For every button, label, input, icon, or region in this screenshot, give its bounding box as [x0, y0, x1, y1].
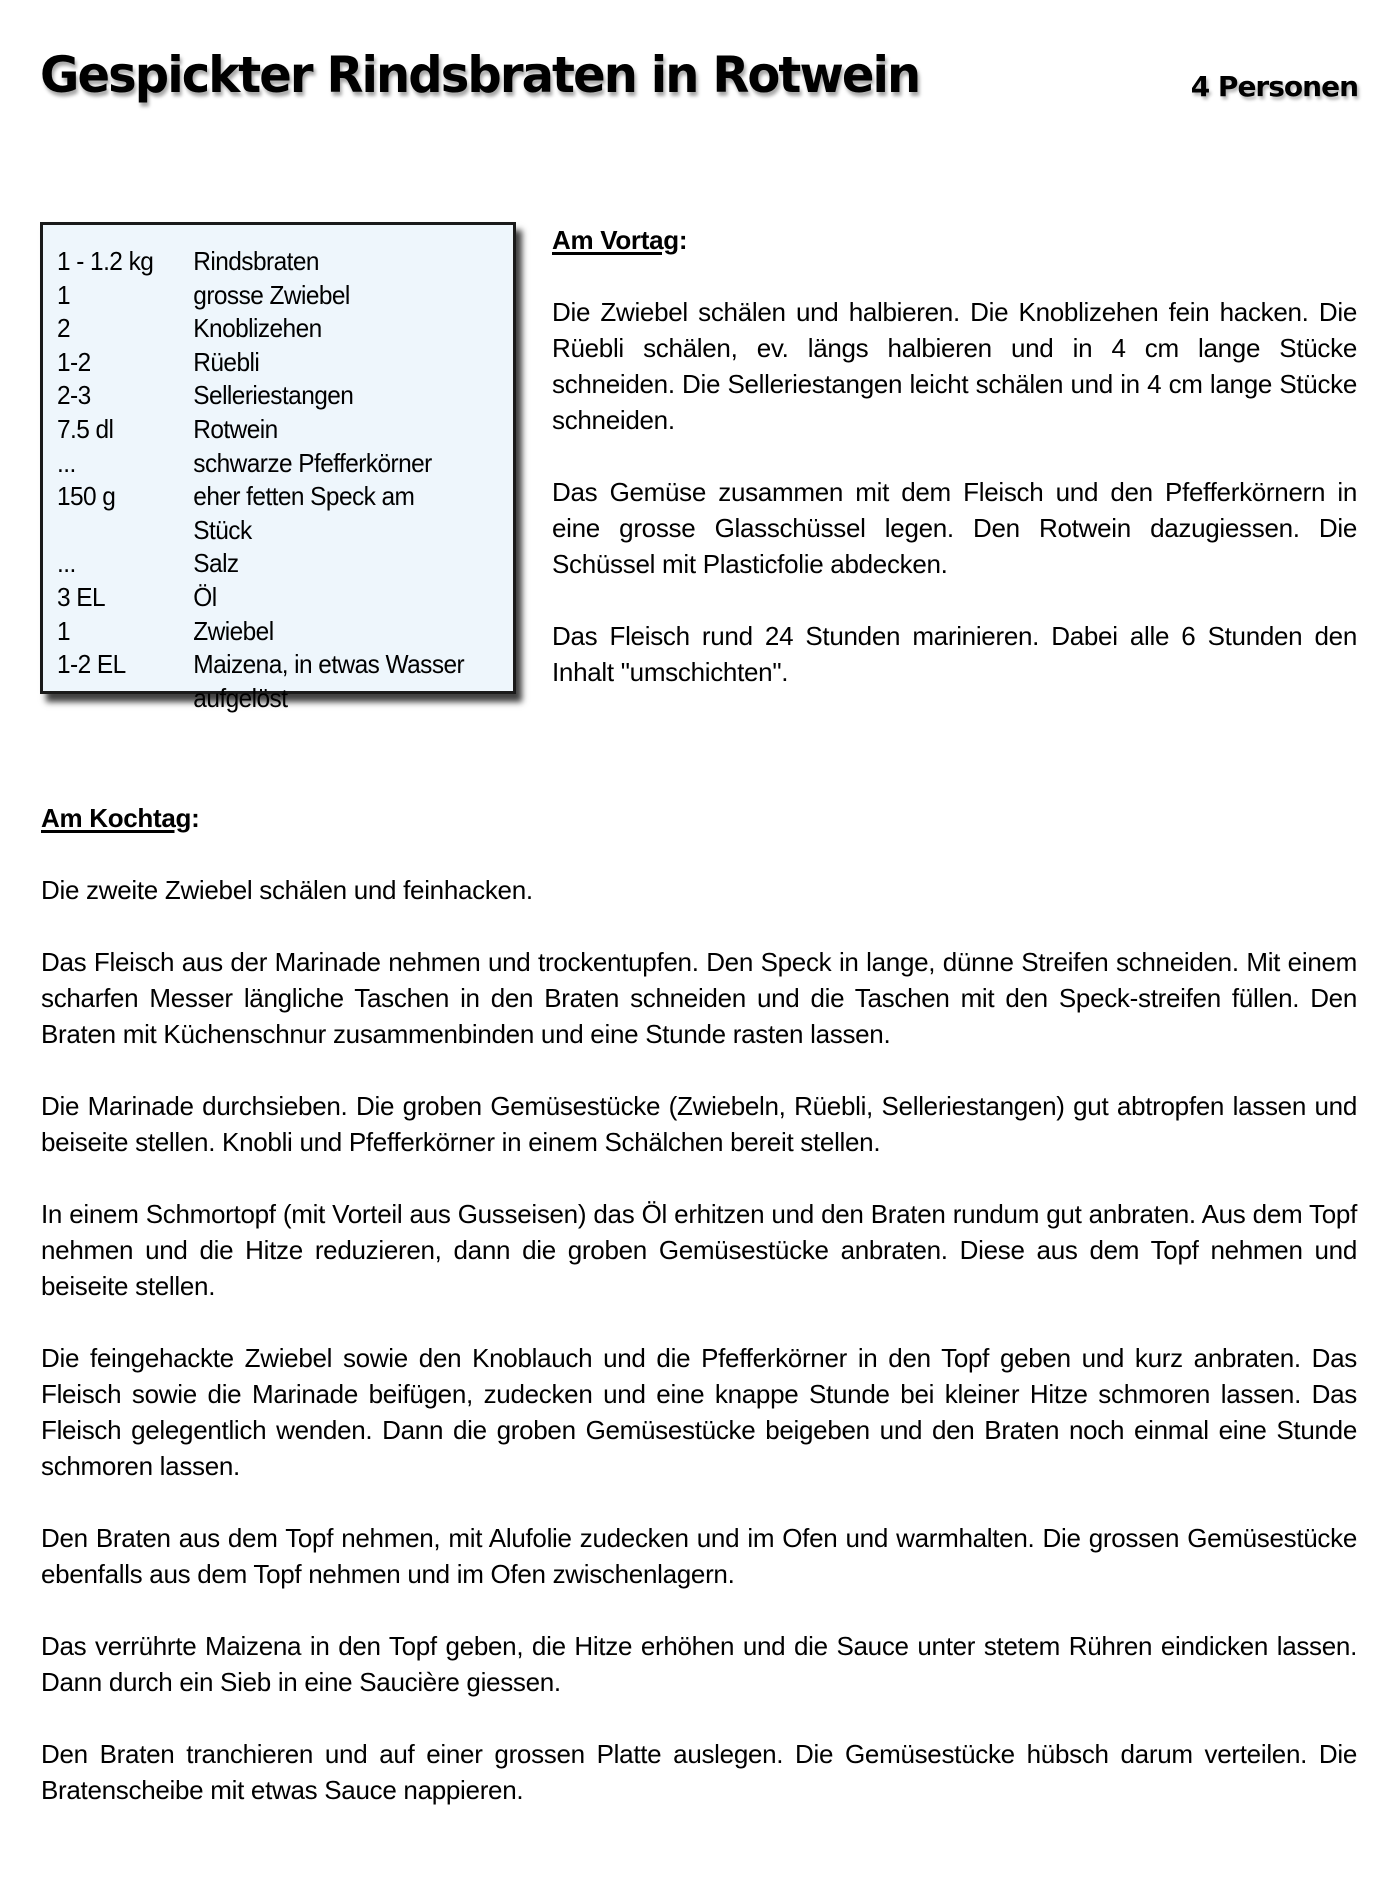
ingredient-row: [57, 379, 474, 413]
heading-colon: :: [191, 803, 200, 833]
ingredient-quantity: 150 g: [57, 481, 116, 512]
ingredient-name: Salz: [193, 548, 239, 579]
ingredient-name: Maizena, in etwas Wasser: [193, 649, 465, 680]
paragraph: Den Braten tranchieren und auf einer grossen Platte auslegen. Die Gemüsestücke hübsch darum verteilen. Die Bratenscheibe mit etwas Sauce nappieren.: [41, 1739, 1357, 1805]
ingredient-quantity: 2: [57, 313, 71, 344]
paragraph: Das Fleisch rund 24 Stunden marinieren. Dabei alle 6 Stunden den Inhalt "umschichten".: [552, 621, 1357, 687]
ingredient-name: Rotwein: [193, 413, 278, 444]
ingredient-row: [57, 581, 474, 615]
paragraph: Das verrührte Maizena in den Topf geben, die Hitze erhöhen und die Sauce unter stetem Rühren eindicken lassen. Dann durch ein Sieb in eine Saucière giessen.: [41, 1631, 1357, 1697]
ingredient-quantity: ...: [57, 548, 76, 579]
ingredient-row: [57, 648, 474, 682]
paragraph: In einem Schmortopf (mit Vorteil aus Gusseisen) das Öl erhitzen und den Braten rundum gut anbraten. Aus dem Topf nehmen und die Hitze reduzieren, dann die groben Gemüsestücke anbraten. Diese aus dem Topf nehmen und beiseite stellen.: [41, 1199, 1357, 1301]
ingredients-box: [40, 222, 516, 713]
ingredient-name: aufgelöst: [193, 682, 288, 713]
ingredient-quantity: 1: [57, 615, 71, 646]
ingredient-row: [57, 615, 474, 649]
ingredient-name: Rüebli: [193, 346, 260, 377]
paragraph: Die Marinade durchsieben. Die groben Gemüsestücke (Zwiebeln, Rüebli, Selleriestangen) gut abtropfen lassen und beiseite stellen. Knobli und Pfefferkörner in einem Schälchen bereit stellen.: [41, 1091, 1357, 1157]
ingredient-quantity: 1: [57, 279, 71, 310]
servings-label: 4 Personen: [1190, 70, 1358, 103]
ingredient-name: Zwiebel: [193, 615, 274, 646]
ingredient-quantity: 1 - 1.2 kg: [57, 246, 154, 276]
ingredient-row: [57, 547, 474, 581]
ingredient-name: Knoblizehen: [193, 313, 322, 344]
ingredient-quantity: 7.5 dl: [57, 413, 114, 444]
ingredient-row: [57, 447, 474, 481]
ingredient-name: grosse Zwiebel: [193, 279, 350, 310]
section-heading: [552, 222, 1357, 258]
ingredient-name: eher fetten Speck am Stück: [193, 481, 415, 545]
paragraph: Die zweite Zwiebel schälen und feinhacken.: [41, 875, 533, 905]
ingredient-quantity: 3 EL: [57, 581, 106, 612]
ingredient-row: [57, 682, 474, 716]
ingredient-row: [57, 413, 474, 447]
recipe-title: Gespickter Rindsbraten in Rotwein: [40, 46, 920, 104]
ingredient-name: Selleriestangen: [193, 380, 354, 411]
ingredient-quantity: ...: [57, 447, 76, 478]
heading-colon: :: [678, 225, 688, 255]
paragraph: Das Fleisch aus der Marinade nehmen und trockentupfen. Den Speck in lange, dünne Streifen schneiden. Mit einem scharfen Messer längliche Taschen in den Braten schneiden und die Taschen mit den Speck-streifen füllen. Den Braten mit Küchenschnur zusammenbinden und eine Stunde rasten lassen.: [41, 947, 1357, 1049]
ingredient-row: [57, 346, 474, 380]
ingredient-row: [57, 245, 474, 279]
ingredient-row: [57, 312, 474, 346]
ingredient-quantity: 1-2 EL: [57, 649, 126, 680]
ingredient-row: [57, 279, 474, 313]
section-heading: [41, 800, 1357, 836]
ingredient-name: Öl: [193, 581, 217, 612]
paragraph: Die Zwiebel schälen und halbieren. Die Knoblizehen fein hacken. Die Rüebli schälen, ev. längs halbieren und in 4 cm lange Stücke schneiden. Die Selleriestangen leicht schälen und in 4 cm lange Stücke schneiden.: [552, 297, 1357, 435]
ingredient-name: Rindsbraten: [193, 246, 319, 276]
ingredient-quantity: [57, 682, 193, 716]
paragraph: Die feingehackte Zwiebel sowie den Knoblauch und die Pfefferkörner in den Topf geben und kurz anbraten. Das Fleisch sowie die Marinade beifügen, zudecken und eine knappe Stunde bei kleiner Hitze schmoren lassen. Das Fleisch gelegentlich wenden. Dann die groben Gemüsestücke beigeben und den Braten noch einmal eine Stunde schmoren lassen.: [41, 1343, 1357, 1481]
ingredient-name: schwarze Pfefferkörner: [193, 447, 432, 478]
paragraph: Das Gemüse zusammen mit dem Fleisch und den Pfefferkörnern in eine grosse Glasschüssel legen. Den Rotwein dazugiessen. Die Schüssel mit Plasticfolie abdecken.: [552, 477, 1357, 579]
heading-text: Am Kochtag: [41, 803, 192, 833]
ingredient-quantity: 1-2: [57, 346, 91, 377]
ingredient-quantity: 2-3: [57, 380, 91, 411]
heading-text: Am Vortag: [552, 225, 679, 255]
paragraph: Den Braten aus dem Topf nehmen, mit Alufolie zudecken und im Ofen und warmhalten. Die grossen Gemüsestücke ebenfalls aus dem Topf nehmen und im Ofen zwischenlagern.: [41, 1523, 1357, 1589]
section-kochtag: [41, 800, 1357, 1844]
ingredient-row: [57, 480, 474, 547]
section-vortag: [552, 222, 1357, 726]
